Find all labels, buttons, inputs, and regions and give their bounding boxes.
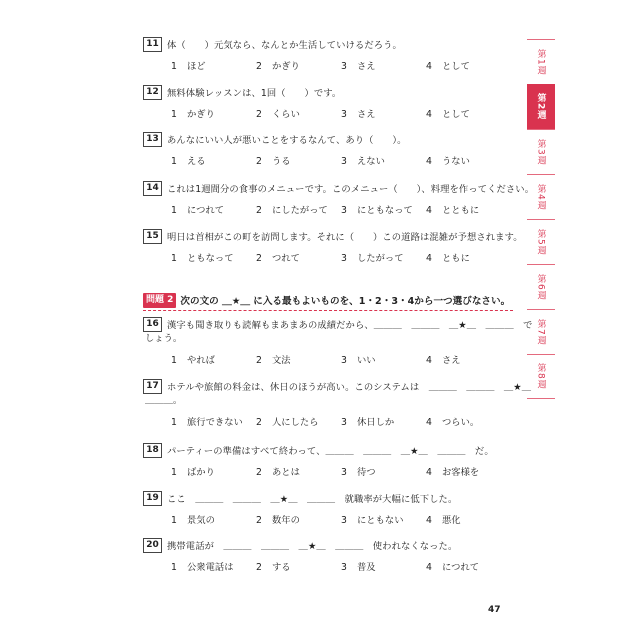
answer-option[interactable] xyxy=(341,202,413,216)
option-text: 文法 xyxy=(272,355,291,366)
option-number: 2 xyxy=(256,253,262,264)
question-text: パーティーの準備はすべて終わって、＿＿＿ ＿＿＿ ＿★＿ ＿＿＿ だ。 xyxy=(167,446,494,457)
option-number: 4 xyxy=(426,467,432,478)
option-text: やれば xyxy=(187,355,215,366)
answer-options xyxy=(143,202,513,216)
question-line xyxy=(143,180,535,196)
option-number: 1 xyxy=(171,355,177,366)
answer-option[interactable] xyxy=(426,352,461,366)
option-text: つらい。 xyxy=(442,417,480,428)
answer-option[interactable] xyxy=(256,202,328,216)
option-number: 4 xyxy=(426,417,432,428)
week-tab-8[interactable] xyxy=(527,354,555,399)
question-line xyxy=(143,442,513,458)
option-text: ともに xyxy=(442,253,470,264)
option-number: 4 xyxy=(426,205,432,216)
answer-options xyxy=(143,58,513,72)
option-text: えない xyxy=(357,156,385,167)
option-text: とともに xyxy=(442,205,480,216)
week-tab-label: 第3週 xyxy=(535,138,546,166)
answer-option[interactable] xyxy=(256,352,291,366)
option-number: 2 xyxy=(256,355,262,366)
option-text: 待つ xyxy=(357,467,376,478)
answer-option[interactable] xyxy=(171,153,206,167)
week-tab-label: 第6週 xyxy=(535,273,546,301)
option-text: あとは xyxy=(272,467,300,478)
question-text: 漢字も聞き取りも読解もまあまあの成績だから、＿＿＿ ＿＿＿ ＿★＿ ＿＿＿ で xyxy=(167,320,533,331)
option-text: する xyxy=(272,562,291,573)
answer-option[interactable] xyxy=(426,464,479,478)
question-11 xyxy=(143,36,513,72)
question-text: 携帯電話が ＿＿＿ ＿＿＿ ＿★＿ ＿＿＿ 使われなくなった。 xyxy=(167,541,458,552)
answer-option[interactable] xyxy=(256,512,300,526)
option-text: ほど xyxy=(187,61,206,72)
option-number: 4 xyxy=(426,515,432,526)
answer-option[interactable] xyxy=(341,106,376,120)
answer-option[interactable] xyxy=(341,250,404,264)
question-number: 12 xyxy=(143,85,162,100)
question-number: 13 xyxy=(143,132,162,147)
week-tab-2[interactable] xyxy=(527,84,555,129)
answer-option[interactable] xyxy=(341,464,376,478)
answer-option[interactable] xyxy=(171,414,243,428)
week-tab-label: 第8週 xyxy=(535,363,546,390)
option-text: として xyxy=(442,109,470,120)
option-text: につれて xyxy=(442,562,480,573)
answer-option[interactable] xyxy=(256,58,300,72)
question-line xyxy=(143,228,523,244)
option-text: くらい xyxy=(272,109,300,120)
option-number: 2 xyxy=(256,467,262,478)
option-number: 4 xyxy=(426,562,432,573)
option-number: 1 xyxy=(171,562,177,573)
question-line xyxy=(143,131,513,147)
option-text: 人にしたら xyxy=(272,417,319,428)
question-text: ここ ＿＿＿ ＿＿＿ ＿★＿ ＿＿＿ 就職率が大幅に低下した。 xyxy=(167,494,458,505)
option-number: 4 xyxy=(426,61,432,72)
option-text: いい xyxy=(357,355,376,366)
answer-option[interactable] xyxy=(341,352,376,366)
answer-option[interactable] xyxy=(426,512,461,526)
question-text: あんなにいい人が悪いことをするなんて、あり（ ）。 xyxy=(167,135,407,146)
question-12 xyxy=(143,84,513,120)
option-number: 2 xyxy=(256,417,262,428)
question-number: 11 xyxy=(143,37,162,52)
question-line xyxy=(143,84,513,100)
option-number: 1 xyxy=(171,109,177,120)
answer-options xyxy=(143,106,513,120)
option-number: 4 xyxy=(426,253,432,264)
option-number: 3 xyxy=(341,109,347,120)
question-15 xyxy=(143,228,523,264)
question-line xyxy=(143,36,513,52)
question-line xyxy=(143,490,513,506)
option-text: かぎり xyxy=(272,61,300,72)
week-tab-4[interactable] xyxy=(527,174,555,219)
option-number: 2 xyxy=(256,109,262,120)
week-tab-label: 第4週 xyxy=(535,183,546,211)
section-2-heading xyxy=(143,292,510,308)
answer-option[interactable] xyxy=(426,202,479,216)
answer-option[interactable] xyxy=(256,559,291,573)
option-number: 1 xyxy=(171,205,177,216)
answer-option[interactable] xyxy=(171,250,234,264)
question-line xyxy=(143,378,532,394)
answer-options xyxy=(143,512,513,526)
question-text: 無料体験レッスンは、1回（ ）です。 xyxy=(167,88,342,99)
answer-option[interactable] xyxy=(341,512,404,526)
option-number: 3 xyxy=(341,156,347,167)
answer-option[interactable] xyxy=(256,250,300,264)
answer-option[interactable] xyxy=(426,58,470,72)
option-text: お客様を xyxy=(442,467,480,478)
option-number: 3 xyxy=(341,205,347,216)
answer-option[interactable] xyxy=(426,153,470,167)
option-number: 4 xyxy=(426,109,432,120)
option-text: として xyxy=(442,61,470,72)
option-text: 普及 xyxy=(357,562,376,573)
week-tab-7[interactable] xyxy=(527,309,555,354)
answer-options xyxy=(143,250,513,264)
answer-option[interactable] xyxy=(426,106,470,120)
option-number: 3 xyxy=(341,515,347,526)
answer-option[interactable] xyxy=(171,202,224,216)
answer-option[interactable] xyxy=(426,559,479,573)
answer-option[interactable] xyxy=(256,464,300,478)
answer-option[interactable] xyxy=(341,58,376,72)
option-text: うない xyxy=(442,156,470,167)
option-number: 2 xyxy=(256,61,262,72)
answer-option[interactable] xyxy=(171,512,215,526)
question-18 xyxy=(143,442,513,478)
answer-option[interactable] xyxy=(256,414,319,428)
week-tab-6[interactable] xyxy=(527,264,555,309)
answer-options xyxy=(143,464,513,478)
option-number: 1 xyxy=(171,156,177,167)
option-text: 旅行できない xyxy=(187,417,243,428)
mondai-label: 問題 2 xyxy=(143,293,176,308)
option-number: 1 xyxy=(171,253,177,264)
question-text: ホテルや旅館の料金は、休日のほうが高い。このシステムは ＿＿＿ ＿＿＿ ＿★＿ xyxy=(167,382,532,393)
question-19 xyxy=(143,490,513,526)
week-tab-5[interactable] xyxy=(527,219,555,264)
answer-option[interactable] xyxy=(426,250,470,264)
option-text: にともなって xyxy=(357,205,413,216)
question-line xyxy=(143,537,513,553)
option-text: ばかり xyxy=(187,467,215,478)
section-instruction: 次の文の ＿★＿ に入る最もよいものを、1・2・3・4から一つ選びなさい。 xyxy=(180,296,511,307)
question-number: 16 xyxy=(143,317,162,332)
option-text: 悪化 xyxy=(442,515,461,526)
option-text: 景気の xyxy=(187,515,215,526)
option-text: ともなって xyxy=(187,253,234,264)
answer-option[interactable] xyxy=(341,414,394,428)
section-divider xyxy=(143,310,513,311)
option-text: 公衆電話は xyxy=(187,562,234,573)
option-number: 3 xyxy=(341,417,347,428)
option-number: 3 xyxy=(341,355,347,366)
option-text: さえ xyxy=(357,109,376,120)
answer-options xyxy=(143,352,513,366)
week-tabs xyxy=(527,39,555,399)
answer-option[interactable] xyxy=(171,106,215,120)
option-text: 休日しか xyxy=(357,417,395,428)
question-16 xyxy=(143,316,533,366)
question-text: これは1週間分の食事のメニューです。このメニュー（ ）、料理を作ってください。 xyxy=(167,184,535,195)
option-number: 3 xyxy=(341,467,347,478)
option-text: つれて xyxy=(272,253,300,264)
option-text: さえ xyxy=(357,61,376,72)
week-tab-3[interactable] xyxy=(527,129,555,174)
answer-options xyxy=(143,559,513,573)
option-number: 2 xyxy=(256,515,262,526)
option-text: につれて xyxy=(187,205,225,216)
option-text: かぎり xyxy=(187,109,215,120)
option-text: うる xyxy=(272,156,291,167)
week-tab-label: 第7週 xyxy=(535,318,546,346)
question-number: 19 xyxy=(143,491,162,506)
question-number: 14 xyxy=(143,181,162,196)
option-number: 2 xyxy=(256,205,262,216)
answer-option[interactable] xyxy=(171,464,215,478)
question-number: 15 xyxy=(143,229,162,244)
question-text-continued: しょう。 xyxy=(145,333,183,344)
option-number: 1 xyxy=(171,515,177,526)
answer-option[interactable] xyxy=(341,153,385,167)
answer-option[interactable] xyxy=(341,559,376,573)
question-number: 18 xyxy=(143,443,162,458)
question-number: 20 xyxy=(143,538,162,553)
answer-options xyxy=(143,153,513,167)
option-text: える xyxy=(187,156,206,167)
week-tab-1[interactable] xyxy=(527,39,555,84)
option-text: さえ xyxy=(442,355,461,366)
option-number: 2 xyxy=(256,156,262,167)
option-text: したがって xyxy=(357,253,404,264)
week-tab-label: 第1週 xyxy=(535,48,546,76)
question-number: 17 xyxy=(143,379,162,394)
option-text: 数年の xyxy=(272,515,300,526)
week-tab-label: 第2週 xyxy=(535,93,546,121)
question-text: 明日は首相がこの町を訪問します。それに（ ）この道路は混雑が予想されます。 xyxy=(167,232,523,243)
week-tab-label: 第5週 xyxy=(535,228,546,256)
answer-option[interactable] xyxy=(256,106,300,120)
option-number: 2 xyxy=(256,562,262,573)
answer-option[interactable] xyxy=(426,414,479,428)
answer-option[interactable] xyxy=(171,352,215,366)
page-number: 47 xyxy=(488,605,501,615)
answer-option[interactable] xyxy=(256,153,291,167)
option-text: にともない xyxy=(357,515,404,526)
question-line xyxy=(143,316,533,332)
option-number: 3 xyxy=(341,562,347,573)
option-number: 1 xyxy=(171,417,177,428)
option-number: 3 xyxy=(341,253,347,264)
question-20 xyxy=(143,537,513,573)
option-number: 3 xyxy=(341,61,347,72)
option-number: 1 xyxy=(171,467,177,478)
answer-options xyxy=(143,414,513,428)
answer-option[interactable] xyxy=(171,559,234,573)
option-text: にしたがって xyxy=(272,205,328,216)
question-text: 体（ ）元気なら、なんとか生活していけるだろう。 xyxy=(167,40,402,51)
question-17 xyxy=(143,378,532,428)
question-text-continued: ＿＿＿。 xyxy=(145,395,183,406)
option-number: 1 xyxy=(171,61,177,72)
answer-option[interactable] xyxy=(171,58,206,72)
option-number: 4 xyxy=(426,355,432,366)
option-number: 4 xyxy=(426,156,432,167)
question-13 xyxy=(143,131,513,167)
question-14 xyxy=(143,180,535,216)
